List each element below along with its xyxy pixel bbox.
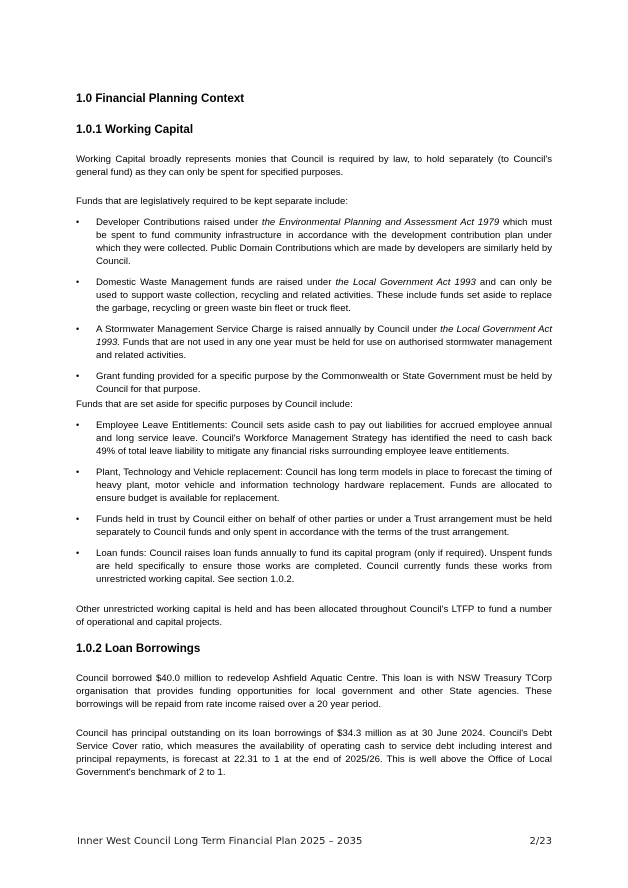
loan-borrowings-heading: 1.0.2 Loan Borrowings	[76, 642, 201, 655]
bullet-icon: •	[76, 371, 80, 381]
loan-borrowings-para-2: Council has principal outstanding on its loan borrowings of $34.3 million as at 30 June 2024. Council's Debt Service Cover ratio, which measures the availability of operating cash to service debt including interest and principal repayments, is forecast at 22.31 to 1 at the end of 2025/26. This is well above the Office of Local Government's benchmark of 2 to 1.	[76, 728, 552, 778]
list-item: • Employee Leave Entitlements: Council sets aside cash to pay out liabilities for accrued employee annual and long service leave. Council's Workforce Management Strategy has identified the need to cash back 49% of total leave liability to mitigate any financial risks surrounding employee leave entitlements.	[76, 420, 552, 457]
bullet-icon: •	[76, 467, 80, 477]
list-item: • A Stormwater Management Service Charge is raised annually by Council under the Local Government Act 1993. Funds that are not used in any one year must be held for use on authorised stormwater management and related activities.	[76, 324, 553, 361]
page-number: 2/23	[529, 836, 552, 847]
footer-document-title: Inner West Council Long Term Financial Plan 2025 – 2035	[77, 836, 363, 847]
list-item: • Grant funding provided for a specific purpose by the Commonwealth or State Government must be held by Council for that purpose.	[76, 371, 552, 395]
list-item: • Developer Contributions raised under the Environmental Planning and Assessment Act 1979 which must be spent to fund community infrastructure in accordance with the development contribution plan under which they were collected. Public Domain Contributions which are made by developers are similarly held by Council.	[76, 217, 552, 267]
bullet-icon: •	[76, 277, 80, 287]
list-item: • Funds held in trust by Council either on behalf of other parties or under a Trust arrangement must be held separately to Council funds and only spent in accordance with the terms of the trust arrangement.	[76, 514, 552, 538]
working-capital-closing: Other unrestricted working capital is held and has been allocated throughout Council's LTFP to fund a number of operational and capital projects.	[76, 604, 552, 628]
bullet-icon: •	[76, 217, 80, 227]
council-funds-lead: Funds that are set aside for specific purposes by Council include:	[76, 399, 353, 410]
list-item: • Domestic Waste Management funds are raised under the Local Government Act 1993 and can only be used to support waste collection, recycling and related activities. These include funds set aside to replace the garbage, recycling or green waste bin fleet or truck fleet.	[76, 277, 552, 314]
working-capital-intro: Working Capital broadly represents monies that Council is required by law, to hold separately (to Council's general fund) as they can only be spent for specified purposes.	[76, 154, 552, 178]
bullet-icon: •	[76, 324, 80, 334]
list-item: • Plant, Technology and Vehicle replacement: Council has long term models in place to forecast the timing of heavy plant, motor vehicle and information technology hardware replacement. Funds are allocated to ensure budget is available for replacement.	[76, 467, 552, 504]
loan-borrowings-para-1: Council borrowed $40.0 million to redevelop Ashfield Aquatic Centre. This loan is with NSW Treasury TCorp organisation that provides funding opportunities for local government and other State agencies. These borrowings will be repaid from rate income raised over a 20 year period.	[76, 673, 552, 710]
list-item: • Loan funds: Council raises loan funds annually to fund its capital program (only if required). Unspent funds are held specifically to ensure those works are completed. Council currently funds these works from unrestricted working capital. See section 1.0.2.	[76, 548, 552, 585]
working-capital-heading: 1.0.1 Working Capital	[76, 123, 194, 136]
legislative-funds-lead: Funds that are legislatively required to be kept separate include:	[76, 196, 348, 207]
page-footer	[77, 836, 552, 847]
section-title: 1.0 Financial Planning Context	[76, 92, 245, 105]
bullet-icon: •	[76, 420, 80, 430]
legislative-funds-list	[76, 216, 552, 404]
bullet-icon: •	[76, 548, 80, 558]
bullet-icon: •	[76, 514, 80, 524]
council-funds-list	[76, 419, 552, 594]
